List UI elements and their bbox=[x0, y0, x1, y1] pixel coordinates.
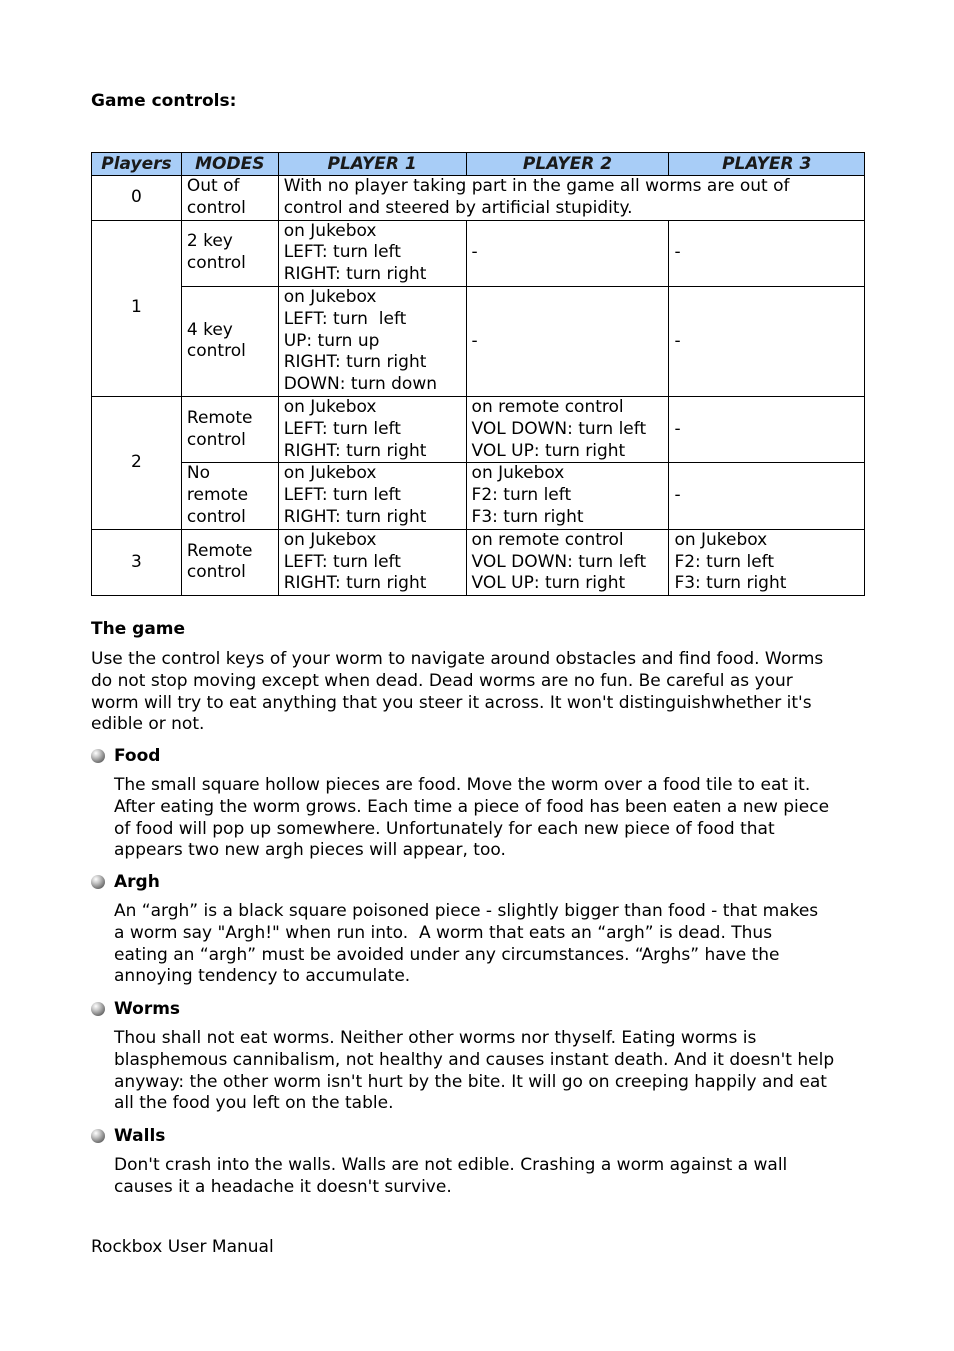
game-controls-heading: Game controls: bbox=[91, 91, 237, 111]
control-line: F3: turn right bbox=[674, 573, 787, 594]
mode-line: control bbox=[186, 562, 246, 583]
control-line: RIGHT: turn right bbox=[283, 352, 427, 373]
table-header-row bbox=[92, 153, 865, 176]
walls-text bbox=[91, 1155, 871, 1199]
food-text bbox=[91, 775, 871, 862]
player1-cell bbox=[278, 396, 466, 462]
header-player3: PLAYER 3 bbox=[669, 153, 865, 176]
argh-text bbox=[91, 901, 871, 988]
mode-cell bbox=[181, 529, 278, 595]
player3-cell: - bbox=[669, 396, 865, 462]
control-line: LEFT: turn left bbox=[283, 242, 401, 263]
bullet-icon bbox=[91, 749, 105, 763]
walls-heading bbox=[91, 1126, 871, 1146]
players-count: 0 bbox=[92, 176, 182, 221]
header-player2: PLAYER 2 bbox=[466, 153, 669, 176]
argh-section bbox=[91, 872, 871, 988]
mode-line: control bbox=[186, 253, 246, 274]
control-line: F2: turn left bbox=[674, 551, 775, 572]
walls-section bbox=[91, 1126, 871, 1199]
argh-title: Argh bbox=[114, 872, 160, 892]
mode-line: 4 key bbox=[186, 319, 233, 340]
merged-description-cell bbox=[278, 176, 864, 221]
game-section bbox=[91, 619, 871, 736]
argh-line: eating an “argh” must be avoided under any circumstances. “Arghs” have the bbox=[114, 944, 780, 965]
walls-line: causes it a headache it doesn't survive. bbox=[114, 1176, 452, 1197]
description-line: With no player taking part in the game all worms are out of bbox=[283, 176, 790, 196]
player3-cell bbox=[669, 529, 865, 595]
player2-cell: - bbox=[466, 220, 669, 286]
control-line: on remote control bbox=[471, 396, 624, 417]
worms-line: anyway: the other worm isn't hurt by the bite. It will go on creeping happily and eat bbox=[114, 1071, 827, 1092]
player3-cell: - bbox=[669, 463, 865, 529]
worms-heading bbox=[91, 999, 871, 1019]
control-line: on Jukebox bbox=[283, 529, 377, 550]
control-line: RIGHT: turn right bbox=[283, 264, 427, 285]
mode-line: 2 key bbox=[186, 231, 233, 252]
players-count: 2 bbox=[92, 396, 182, 529]
players-count: 3 bbox=[92, 529, 182, 595]
control-line: LEFT: turn left bbox=[283, 418, 401, 439]
control-line: on Jukebox bbox=[283, 286, 377, 307]
worms-section bbox=[91, 999, 871, 1115]
control-line: on remote control bbox=[471, 529, 624, 550]
control-line: on Jukebox bbox=[674, 529, 768, 550]
argh-line: annoying tendency to accumulate. bbox=[114, 966, 411, 987]
control-line: on Jukebox bbox=[283, 463, 377, 484]
player2-cell bbox=[466, 396, 669, 462]
worms-text bbox=[91, 1028, 871, 1115]
control-line: on Jukebox bbox=[283, 220, 377, 241]
player2-cell: - bbox=[466, 286, 669, 396]
table-row bbox=[92, 220, 865, 286]
argh-heading bbox=[91, 872, 871, 892]
mode-cell bbox=[181, 396, 278, 462]
page-footer: Rockbox User Manual bbox=[91, 1237, 274, 1257]
table-row bbox=[92, 176, 865, 221]
intro-line: do not stop moving except when dead. Dead worms are no fun. Be careful as your bbox=[91, 670, 793, 691]
control-line: F2: turn left bbox=[471, 485, 572, 506]
intro-line: Use the control keys of your worm to navigate around obstacles and find food. Worms bbox=[91, 649, 824, 669]
food-line: appears two new argh pieces will appear, too. bbox=[114, 840, 506, 861]
control-line: VOL DOWN: turn left bbox=[471, 418, 647, 439]
bullet-icon bbox=[91, 1129, 105, 1143]
player2-cell bbox=[466, 463, 669, 529]
control-line: F3: turn right bbox=[471, 506, 584, 527]
player1-cell bbox=[278, 220, 466, 286]
worms-title: Worms bbox=[114, 999, 181, 1019]
header-player1: PLAYER 1 bbox=[278, 153, 466, 176]
control-line: RIGHT: turn right bbox=[283, 440, 427, 461]
mode-cell bbox=[181, 176, 278, 221]
worms-line: all the food you left on the table. bbox=[114, 1093, 394, 1114]
controls-table bbox=[91, 152, 865, 596]
control-line: on Jukebox bbox=[283, 396, 377, 417]
player1-cell bbox=[278, 286, 466, 396]
control-line: VOL UP: turn right bbox=[471, 573, 626, 594]
description-line: control and steered by artificial stupidity. bbox=[283, 197, 633, 218]
mode-line: Out of bbox=[186, 176, 240, 196]
control-line: LEFT: turn left bbox=[283, 308, 407, 329]
food-line: of food will pop up somewhere. Unfortunately for each new piece of food that bbox=[114, 818, 775, 839]
argh-line: An “argh” is a black square poisoned piece - slightly bigger than food - that makes bbox=[114, 901, 819, 921]
walls-title: Walls bbox=[114, 1126, 166, 1146]
mode-line: No bbox=[186, 463, 211, 484]
game-intro bbox=[91, 649, 871, 736]
player1-cell bbox=[278, 463, 466, 529]
control-line: DOWN: turn down bbox=[283, 374, 438, 395]
mode-cell bbox=[181, 220, 278, 286]
header-modes: MODES bbox=[181, 153, 278, 176]
food-line: The small square hollow pieces are food. Move the worm over a food tile to eat it. bbox=[114, 775, 811, 795]
header-players: Players bbox=[92, 153, 182, 176]
mode-line: control bbox=[186, 506, 246, 527]
control-line: VOL UP: turn right bbox=[471, 440, 626, 461]
control-line: UP: turn up bbox=[283, 330, 380, 351]
table-row bbox=[92, 529, 865, 595]
control-line: VOL DOWN: turn left bbox=[471, 551, 647, 572]
mode-line: Remote bbox=[186, 540, 253, 561]
control-line: LEFT: turn left bbox=[283, 551, 401, 572]
food-title: Food bbox=[114, 746, 161, 766]
game-title: The game bbox=[91, 619, 186, 639]
player3-cell: - bbox=[669, 286, 865, 396]
mode-cell bbox=[181, 463, 278, 529]
food-line: After eating the worm grows. Each time a piece of food has been eaten a new piece bbox=[114, 796, 830, 817]
worms-line: blasphemous cannibalism, not healthy and causes instant death. And it doesn't help bbox=[114, 1049, 835, 1070]
mode-cell bbox=[181, 286, 278, 396]
player1-cell bbox=[278, 529, 466, 595]
control-line: LEFT: turn left bbox=[283, 485, 401, 506]
player2-cell bbox=[466, 529, 669, 595]
walls-line: Don't crash into the walls. Walls are not edible. Crashing a worm against a wall bbox=[114, 1155, 788, 1175]
table-row bbox=[92, 286, 865, 396]
bullet-icon bbox=[91, 1002, 105, 1016]
food-heading bbox=[91, 746, 871, 766]
worms-line: Thou shall not eat worms. Neither other worms nor thyself. Eating worms is bbox=[114, 1028, 757, 1048]
control-line: on Jukebox bbox=[471, 463, 565, 484]
intro-line: edible or not. bbox=[91, 714, 205, 735]
control-line: RIGHT: turn right bbox=[283, 506, 427, 527]
mode-line: Remote bbox=[186, 407, 253, 428]
food-section bbox=[91, 746, 871, 862]
mode-line: remote bbox=[186, 485, 249, 506]
intro-line: worm will try to eat anything that you steer it across. It won't distinguishwhether it's bbox=[91, 692, 812, 713]
mode-line: control bbox=[186, 429, 246, 450]
argh-line: a worm say "Argh!" when run into. A worm that eats an “argh” is dead. Thus bbox=[114, 922, 773, 943]
table-row bbox=[92, 396, 865, 462]
bullet-icon bbox=[91, 875, 105, 889]
table-row bbox=[92, 463, 865, 529]
mode-line: control bbox=[186, 341, 246, 362]
control-line: RIGHT: turn right bbox=[283, 573, 427, 594]
players-count: 1 bbox=[92, 220, 182, 396]
mode-line: control bbox=[186, 197, 246, 218]
player3-cell: - bbox=[669, 220, 865, 286]
